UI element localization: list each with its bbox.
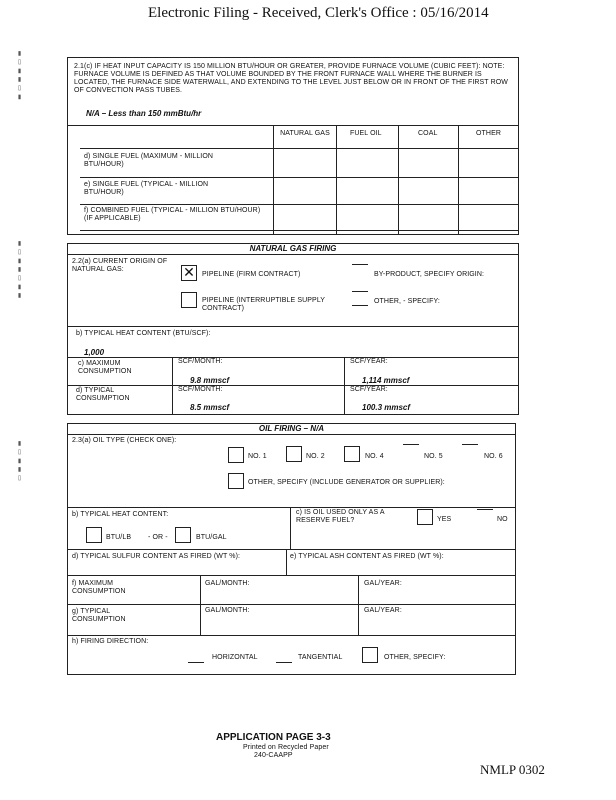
typ-scf-year-label: SCF/YEAR:: [350, 386, 388, 393]
application-page: APPLICATION PAGE 3-3: [216, 732, 331, 743]
byproduct-label: BY-PRODUCT, SPECIFY ORIGIN:: [374, 271, 485, 278]
other-specify-label: OTHER, - SPECIFY:: [374, 298, 440, 305]
horizontal-label: HORIZONTAL: [212, 654, 258, 661]
max-scf-month-value: 9.8 mmscf: [190, 376, 230, 385]
sulfur-content-label: d) TYPICAL SULFUR CONTENT AS FIRED (WT %):: [72, 553, 241, 560]
filing-stamp: Electronic Filing - Received, Clerk's Office : 05/16/2014: [148, 5, 489, 21]
firing-other-label: OTHER, SPECIFY:: [384, 654, 446, 661]
oil-typical-consumption-label: g) TYPICAL CONSUMPTION: [72, 608, 126, 623]
furnace-volume-answer: N/A – Less than 150 mmBtu/hr: [86, 109, 202, 118]
form-number: 240-CAAPP: [254, 752, 293, 759]
printed-recycled: Printed on Recycled Paper: [243, 744, 329, 751]
furnace-volume-question: 2.1(c) IF HEAT INPUT CAPACITY IS 150 MILLION BTU/HOUR OR GREATER, PROVIDE FURNACE VOLUME (CUBIC FEET): NOTE: FURNACE VOLUME IS DEFINED AS THAT VOLUME BOUNDED BY THE FRONT FURNACE WALL WHERE THE BURNER IS LOCATED, THE FURNACE SIDE WATERWALL, AND EXTENDING TO THE LEVEL JUST BELOW OR IN FRONT OF THE FIRST ROW OF CONVECTION PASS TUBES.: [74, 63, 508, 94]
oil-heat-content-label: b) TYPICAL HEAT CONTENT:: [72, 511, 169, 518]
oil-title: OIL FIRING – N/A: [258, 424, 325, 433]
gas-origin-question: 2.2(a) CURRENT ORIGIN OF NATURAL GAS:: [72, 258, 168, 273]
col-other: OTHER: [476, 130, 501, 137]
col-fuel-oil: FUEL OIL: [350, 130, 382, 137]
row-combined-fuel: f) COMBINED FUEL (TYPICAL - MILLION BTU/HOUR) (IF APPLICABLE): [84, 207, 261, 222]
btu-lb-checkbox[interactable]: [86, 527, 102, 543]
document-code: NMLP 0302: [480, 762, 545, 777]
col-coal: COAL: [418, 130, 438, 137]
reserve-no-label: NO: [497, 516, 508, 523]
typ-scf-month-value: 8.5 mmscf: [190, 403, 230, 412]
heat-content-value: 1,000: [84, 348, 105, 357]
margin-scan-marks: ▮ ▯ ▮ ▮ ▯ ▮: [16, 50, 22, 101]
tangential-label: TANGENTIAL: [298, 654, 343, 661]
col-natural-gas: NATURAL GAS: [280, 130, 330, 137]
oil-other-label: OTHER, SPECIFY (INCLUDE GENERATOR OR SUPPLIER):: [248, 479, 445, 486]
max-scf-month-label: SCF/MONTH:: [178, 358, 223, 365]
or-label: - OR -: [148, 534, 168, 541]
ash-content-label: e) TYPICAL ASH CONTENT AS FIRED (WT %):: [290, 553, 444, 560]
no2-checkbox[interactable]: [286, 446, 302, 462]
firing-other-checkbox[interactable]: [362, 647, 378, 663]
no4-checkbox[interactable]: [344, 446, 360, 462]
row-single-fuel-max: d) SINGLE FUEL (MAXIMUM - MILLION BTU/HOUR): [84, 153, 214, 168]
oil-typ-gal-month: GAL/MONTH:: [205, 607, 250, 614]
max-scf-year-value: 1,114 mmscf: [362, 376, 410, 385]
oil-max-consumption-label: f) MAXIMUM CONSUMPTION: [72, 580, 126, 595]
no1-checkbox[interactable]: [228, 447, 244, 463]
btu-lb-label: BTU/LB: [106, 534, 132, 541]
natural-gas-title: NATURAL GAS FIRING: [249, 244, 337, 253]
no1-label: NO. 1: [248, 453, 267, 460]
pipeline-firm-checkbox[interactable]: ✕: [181, 265, 197, 281]
pipeline-firm-label: PIPELINE (FIRM CONTRACT): [202, 271, 301, 278]
btu-gal-checkbox[interactable]: [175, 527, 191, 543]
no4-label: NO. 4: [365, 453, 384, 460]
pipeline-interruptible-checkbox[interactable]: [181, 292, 197, 308]
reserve-fuel-question: c) IS OIL USED ONLY AS A RESERVE FUEL?: [296, 509, 385, 524]
row-single-fuel-typical: e) SINGLE FUEL (TYPICAL - MILLION BTU/HOUR): [84, 181, 209, 196]
max-consumption-label: c) MAXIMUM CONSUMPTION: [78, 360, 132, 375]
reserve-yes-checkbox[interactable]: [417, 509, 433, 525]
pipeline-interruptible-label: PIPELINE (INTERRUPTIBLE SUPPLY CONTRACT): [202, 297, 325, 312]
typical-consumption-label: d) TYPICAL CONSUMPTION: [76, 387, 130, 402]
btu-gal-label: BTU/GAL: [196, 534, 227, 541]
typ-scf-month-label: SCF/MONTH:: [178, 386, 223, 393]
firing-direction-label: h) FIRING DIRECTION:: [72, 638, 149, 645]
no6-label: NO. 6: [484, 453, 503, 460]
oil-other-checkbox[interactable]: [228, 473, 244, 489]
oil-max-gal-month: GAL/MONTH:: [205, 580, 250, 587]
oil-type-question: 2.3(a) OIL TYPE (CHECK ONE):: [72, 437, 177, 444]
no2-label: NO. 2: [306, 453, 325, 460]
no5-label: NO. 5: [424, 453, 443, 460]
heat-content-label: b) TYPICAL HEAT CONTENT (BTU/SCF):: [76, 330, 211, 337]
reserve-yes-label: YES: [437, 516, 452, 523]
typ-scf-year-value: 100.3 mmscf: [362, 403, 411, 412]
oil-typ-gal-year: GAL/YEAR:: [364, 607, 402, 614]
oil-max-gal-year: GAL/YEAR:: [364, 580, 402, 587]
max-scf-year-label: SCF/YEAR:: [350, 358, 388, 365]
